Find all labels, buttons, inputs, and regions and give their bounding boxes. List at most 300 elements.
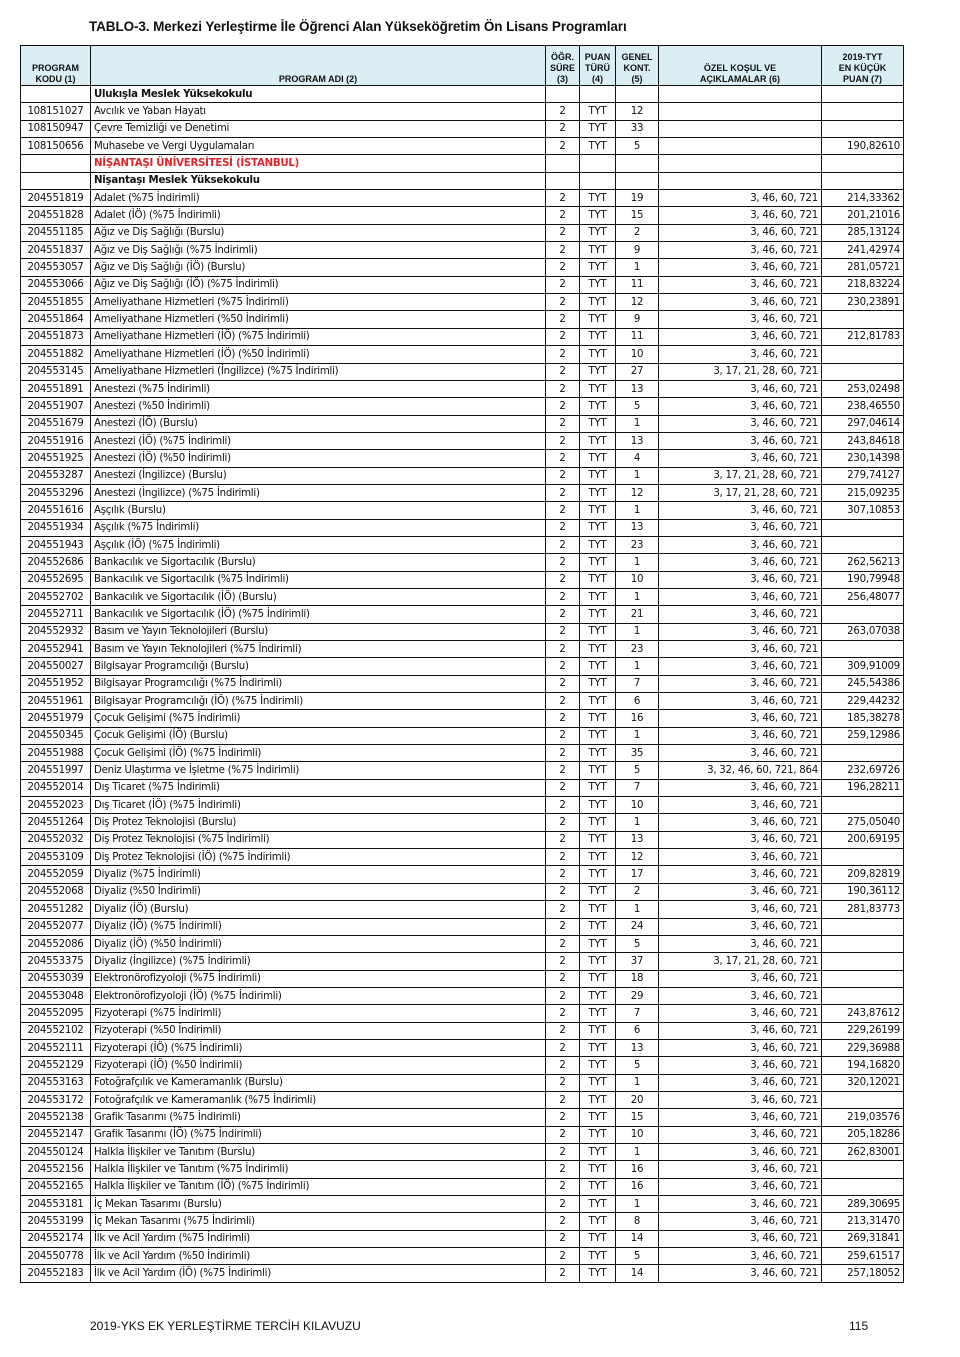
score-type-cell: TYT (580, 311, 616, 328)
program-name-cell: İç Mekan Tasarımı (%75 İndirimli) (91, 1213, 546, 1230)
quota-cell: 18 (616, 970, 659, 987)
table-row (21, 797, 904, 814)
duration-cell: 2 (546, 432, 580, 449)
min-score-cell (822, 311, 904, 328)
conditions-cell: 3, 46, 60, 721 (659, 207, 822, 224)
program-code-cell: 204551882 (21, 346, 91, 363)
min-score-cell (822, 953, 904, 970)
program-code-cell: 204552686 (21, 554, 91, 571)
program-code-cell: 204550027 (21, 658, 91, 675)
program-name-cell: Ameliyathane Hizmetleri (%50 İndirimli) (91, 311, 546, 328)
score-type-cell: TYT (580, 588, 616, 605)
score-type-cell: TYT (580, 415, 616, 432)
min-score-cell: 201,21016 (822, 207, 904, 224)
table-row (21, 779, 904, 796)
program-name-cell: Aşçılık (İÖ) (%75 İndirimli) (91, 536, 546, 553)
duration-cell: 2 (546, 1178, 580, 1195)
program-code-cell: 204553039 (21, 970, 91, 987)
duration-cell: 2 (546, 1057, 580, 1074)
header-line: PROGRAM (32, 63, 79, 73)
score-type-cell: TYT (580, 484, 616, 501)
min-score-cell: 257,18052 (822, 1265, 904, 1282)
duration-cell: 2 (546, 1022, 580, 1039)
conditions-cell: 3, 46, 60, 721 (659, 797, 822, 814)
score-type-cell: TYT (580, 693, 616, 710)
program-name-cell: Anestezi (İÖ) (%50 İndirimli) (91, 450, 546, 467)
conditions-cell: 3, 46, 60, 721 (659, 623, 822, 640)
header-line: ÖZEL KOŞUL VE (703, 63, 777, 73)
program-code-cell: 204553163 (21, 1074, 91, 1091)
min-score-cell: 232,69726 (822, 762, 904, 779)
conditions-cell: 3, 32, 46, 60, 721, 864 (659, 762, 822, 779)
table-row (21, 710, 904, 727)
conditions-cell: 3, 46, 60, 721 (659, 1230, 822, 1247)
program-code-cell: 204550124 (21, 1143, 91, 1160)
table-row (21, 814, 904, 831)
empty-cell (822, 172, 904, 189)
score-type-cell: TYT (580, 1143, 616, 1160)
quota-cell: 33 (616, 120, 659, 137)
conditions-cell: 3, 17, 21, 28, 60, 721 (659, 484, 822, 501)
conditions-cell: 3, 46, 60, 721 (659, 1248, 822, 1265)
quota-cell: 14 (616, 1265, 659, 1282)
table-row (21, 120, 904, 137)
duration-cell: 2 (546, 415, 580, 432)
score-type-cell: TYT (580, 554, 616, 571)
quota-cell: 6 (616, 1022, 659, 1039)
program-name-cell: Diyaliz (İÖ) (%50 İndirimli) (91, 935, 546, 952)
quota-cell: 1 (616, 502, 659, 519)
table-row (21, 346, 904, 363)
page-number: 115 (849, 1319, 869, 1333)
program-code-cell: 204552023 (21, 797, 91, 814)
table-row (21, 1143, 904, 1160)
min-score-cell: 185,38278 (822, 710, 904, 727)
table-row (21, 901, 904, 918)
min-score-cell: 307,10853 (822, 502, 904, 519)
duration-cell: 2 (546, 484, 580, 501)
conditions-cell: 3, 46, 60, 721 (659, 849, 822, 866)
quota-cell: 27 (616, 363, 659, 380)
score-type-cell: TYT (580, 571, 616, 588)
table-row (21, 207, 904, 224)
university-row (21, 155, 904, 172)
duration-cell: 2 (546, 363, 580, 380)
score-type-cell: TYT (580, 276, 616, 293)
program-code-cell: 204551855 (21, 294, 91, 311)
quota-cell: 13 (616, 1039, 659, 1056)
program-code-cell: 204553287 (21, 467, 91, 484)
conditions-cell: 3, 46, 60, 721 (659, 1074, 822, 1091)
duration-cell: 2 (546, 1196, 580, 1213)
duration-cell: 2 (546, 328, 580, 345)
program-name-cell: Deniz Ulaştırma ve İşletme (%75 İndirimli) (91, 762, 546, 779)
quota-cell: 1 (616, 588, 659, 605)
min-score-cell: 215,09235 (822, 484, 904, 501)
conditions-cell: 3, 46, 60, 721 (659, 883, 822, 900)
program-name-cell: Diyaliz (İngilizce) (%75 İndirimli) (91, 953, 546, 970)
quota-cell: 1 (616, 814, 659, 831)
duration-cell: 2 (546, 1230, 580, 1247)
score-type-cell: TYT (580, 779, 616, 796)
score-type-cell: TYT (580, 1230, 616, 1247)
header-line: (3) (557, 74, 568, 84)
quota-cell: 5 (616, 1057, 659, 1074)
score-type-cell: TYT (580, 814, 616, 831)
conditions-cell: 3, 46, 60, 721 (659, 641, 822, 658)
header-line: 2019-TYT (842, 52, 883, 62)
score-type-cell: TYT (580, 1022, 616, 1039)
quota-cell: 1 (616, 554, 659, 571)
quota-cell: 23 (616, 536, 659, 553)
school-name-cell: Ulukışla Meslek Yüksekokulu (91, 86, 546, 103)
program-code-cell: 204552165 (21, 1178, 91, 1195)
min-score-cell: 253,02498 (822, 380, 904, 397)
program-name-cell: Anestezi (İngilizce) (Burslu) (91, 467, 546, 484)
program-code-cell: 204552111 (21, 1039, 91, 1056)
score-type-cell: TYT (580, 1109, 616, 1126)
table-row (21, 1022, 904, 1039)
duration-cell: 2 (546, 450, 580, 467)
min-score-cell: 214,33362 (822, 190, 904, 207)
duration-cell: 2 (546, 276, 580, 293)
conditions-cell: 3, 46, 60, 721 (659, 727, 822, 744)
header-line: PUAN (7) (842, 74, 882, 84)
conditions-cell: 3, 46, 60, 721 (659, 779, 822, 796)
quota-cell: 24 (616, 918, 659, 935)
duration-cell: 2 (546, 797, 580, 814)
min-score-cell (822, 849, 904, 866)
min-score-cell: 213,31470 (822, 1213, 904, 1230)
duration-cell: 2 (546, 901, 580, 918)
quota-cell: 7 (616, 675, 659, 692)
duration-cell: 2 (546, 190, 580, 207)
conditions-cell: 3, 46, 60, 721 (659, 1143, 822, 1160)
program-code-cell: 204551988 (21, 745, 91, 762)
score-type-cell: TYT (580, 970, 616, 987)
duration-cell: 2 (546, 1161, 580, 1178)
quota-cell: 23 (616, 641, 659, 658)
program-name-cell: Anestezi (İÖ) (Burslu) (91, 415, 546, 432)
duration-cell: 2 (546, 224, 580, 241)
score-type-cell: TYT (580, 1091, 616, 1108)
empty-cell (616, 86, 659, 103)
conditions-cell: 3, 46, 60, 721 (659, 987, 822, 1004)
program-name-cell: Diş Protez Teknolojisi (İÖ) (%75 İndirimli) (91, 849, 546, 866)
score-type-cell: TYT (580, 710, 616, 727)
empty-cell (659, 86, 822, 103)
program-code-cell: 204552014 (21, 779, 91, 796)
program-name-cell: Basım ve Yayın Teknolojileri (%75 İndirimli) (91, 641, 546, 658)
program-name-cell: Dış Ticaret (%75 İndirimli) (91, 779, 546, 796)
header-ogr-sure (546, 46, 580, 86)
table-row (21, 1248, 904, 1265)
duration-cell: 2 (546, 346, 580, 363)
table-row (21, 484, 904, 501)
duration-cell: 2 (546, 814, 580, 831)
table-row (21, 328, 904, 345)
conditions-cell: 3, 46, 60, 721 (659, 519, 822, 536)
min-score-cell: 190,79948 (822, 571, 904, 588)
program-name-cell: Adalet (İÖ) (%75 İndirimli) (91, 207, 546, 224)
quota-cell: 13 (616, 432, 659, 449)
min-score-cell: 289,30695 (822, 1196, 904, 1213)
score-type-cell: TYT (580, 224, 616, 241)
score-type-cell: TYT (580, 745, 616, 762)
program-name-cell: Çevre Temizliği ve Denetimi (91, 120, 546, 137)
score-type-cell: TYT (580, 1265, 616, 1282)
header-line: AÇIKLAMALAR (6) (700, 74, 780, 84)
table-row (21, 519, 904, 536)
quota-cell: 17 (616, 866, 659, 883)
table-row (21, 987, 904, 1004)
quota-cell: 35 (616, 745, 659, 762)
table-row (21, 190, 904, 207)
min-score-cell (822, 1161, 904, 1178)
program-name-cell: Elektronörofizyoloji (%75 İndirimli) (91, 970, 546, 987)
quota-cell: 16 (616, 1178, 659, 1195)
empty-cell (546, 155, 580, 172)
empty-cell (580, 86, 616, 103)
duration-cell: 2 (546, 970, 580, 987)
program-name-cell: Fotoğrafçılık ve Kameramanlık (%75 İndirimli) (91, 1091, 546, 1108)
header-line: PROGRAM ADI (2) (278, 74, 358, 84)
quota-cell: 5 (616, 398, 659, 415)
score-type-cell: TYT (580, 502, 616, 519)
table-row (21, 571, 904, 588)
duration-cell: 2 (546, 103, 580, 120)
program-name-cell: Aşçılık (%75 İndirimli) (91, 519, 546, 536)
program-name-cell: Fizyoterapi (İÖ) (%75 İndirimli) (91, 1039, 546, 1056)
empty-cell (616, 155, 659, 172)
conditions-cell: 3, 46, 60, 721 (659, 814, 822, 831)
quota-cell: 37 (616, 953, 659, 970)
conditions-cell: 3, 46, 60, 721 (659, 1057, 822, 1074)
score-type-cell: TYT (580, 1074, 616, 1091)
quota-cell: 13 (616, 380, 659, 397)
table-row (21, 1109, 904, 1126)
score-type-cell: TYT (580, 953, 616, 970)
table-row (21, 918, 904, 935)
header-program-kodu (21, 46, 91, 86)
min-score-cell: 190,36112 (822, 883, 904, 900)
program-name-cell: Fizyoterapi (%75 İndirimli) (91, 1005, 546, 1022)
conditions-cell: 3, 46, 60, 721 (659, 831, 822, 848)
table-row (21, 745, 904, 762)
quota-cell: 4 (616, 450, 659, 467)
score-type-cell: TYT (580, 467, 616, 484)
quota-cell: 9 (616, 311, 659, 328)
duration-cell: 2 (546, 1143, 580, 1160)
quota-cell: 1 (616, 1196, 659, 1213)
duration-cell: 2 (546, 693, 580, 710)
table-header-row (21, 46, 904, 86)
duration-cell: 2 (546, 398, 580, 415)
table-row (21, 762, 904, 779)
table-row (21, 727, 904, 744)
min-score-cell (822, 120, 904, 137)
duration-cell: 2 (546, 1091, 580, 1108)
table-row (21, 380, 904, 397)
conditions-cell (659, 138, 822, 155)
score-type-cell: TYT (580, 519, 616, 536)
conditions-cell: 3, 46, 60, 721 (659, 745, 822, 762)
table-row (21, 103, 904, 120)
quota-cell: 1 (616, 1143, 659, 1160)
conditions-cell: 3, 46, 60, 721 (659, 1265, 822, 1282)
program-code-cell: 204551907 (21, 398, 91, 415)
duration-cell: 2 (546, 623, 580, 640)
conditions-cell: 3, 46, 60, 721 (659, 311, 822, 328)
duration-cell: 2 (546, 1074, 580, 1091)
university-name-cell: NİŞANTAŞI ÜNİVERSİTESİ (İSTANBUL) (91, 155, 546, 172)
program-code-cell: 204552129 (21, 1057, 91, 1074)
table-row (21, 935, 904, 952)
program-code-cell: 204552059 (21, 866, 91, 883)
conditions-cell: 3, 46, 60, 721 (659, 675, 822, 692)
empty-cell (21, 172, 91, 189)
program-name-cell: Ağız ve Diş Sağlığı (%75 İndirimli) (91, 242, 546, 259)
table-row (21, 675, 904, 692)
duration-cell: 2 (546, 883, 580, 900)
header-line: (4) (592, 74, 603, 84)
table-row (21, 467, 904, 484)
program-name-cell: Bilgisayar Programcılığı (%75 İndirimli) (91, 675, 546, 692)
min-score-cell: 230,14398 (822, 450, 904, 467)
quota-cell: 7 (616, 779, 659, 796)
conditions-cell: 3, 46, 60, 721 (659, 901, 822, 918)
program-name-cell: Grafik Tasarımı (İÖ) (%75 İndirimli) (91, 1126, 546, 1143)
duration-cell: 2 (546, 727, 580, 744)
min-score-cell: 229,36988 (822, 1039, 904, 1056)
program-name-cell: Anestezi (%75 İndirimli) (91, 380, 546, 397)
table-row (21, 294, 904, 311)
score-type-cell: TYT (580, 432, 616, 449)
quota-cell: 19 (616, 190, 659, 207)
duration-cell: 2 (546, 467, 580, 484)
conditions-cell (659, 103, 822, 120)
score-type-cell: TYT (580, 762, 616, 779)
quota-cell: 12 (616, 294, 659, 311)
conditions-cell: 3, 17, 21, 28, 60, 721 (659, 467, 822, 484)
min-score-cell: 229,44232 (822, 693, 904, 710)
min-score-cell (822, 935, 904, 952)
program-name-cell: Basım ve Yayın Teknolojileri (Burslu) (91, 623, 546, 640)
program-code-cell: 204552102 (21, 1022, 91, 1039)
program-code-cell: 204552032 (21, 831, 91, 848)
quota-cell: 1 (616, 415, 659, 432)
program-code-cell: 204551961 (21, 693, 91, 710)
score-type-cell: TYT (580, 623, 616, 640)
program-code-cell: 108150656 (21, 138, 91, 155)
program-name-cell: Muhasebe ve Vergi Uygulamaları (91, 138, 546, 155)
quota-cell: 1 (616, 1074, 659, 1091)
table-row (21, 849, 904, 866)
table-row (21, 1178, 904, 1195)
table-row (21, 866, 904, 883)
conditions-cell: 3, 46, 60, 721 (659, 658, 822, 675)
conditions-cell: 3, 46, 60, 721 (659, 502, 822, 519)
conditions-cell: 3, 46, 60, 721 (659, 606, 822, 623)
header-program-adi (91, 46, 546, 86)
program-name-cell: İlk ve Acil Yardım (%75 İndirimli) (91, 1230, 546, 1247)
conditions-cell: 3, 46, 60, 721 (659, 259, 822, 276)
table-row (21, 1091, 904, 1108)
conditions-cell: 3, 46, 60, 721 (659, 224, 822, 241)
program-code-cell: 204551916 (21, 432, 91, 449)
score-type-cell: TYT (580, 849, 616, 866)
program-code-cell: 204553109 (21, 849, 91, 866)
program-code-cell: 204552941 (21, 641, 91, 658)
quota-cell: 10 (616, 346, 659, 363)
program-code-cell: 204553057 (21, 259, 91, 276)
program-code-cell: 204551873 (21, 328, 91, 345)
score-type-cell: TYT (580, 1196, 616, 1213)
program-name-cell: Diyaliz (%50 İndirimli) (91, 883, 546, 900)
conditions-cell: 3, 46, 60, 721 (659, 588, 822, 605)
min-score-cell (822, 1178, 904, 1195)
duration-cell: 2 (546, 866, 580, 883)
quota-cell: 14 (616, 1230, 659, 1247)
empty-cell (546, 86, 580, 103)
table-row (21, 554, 904, 571)
footer-title: 2019-YKS EK YERLEŞTİRME TERCİH KILAVUZU (90, 1319, 361, 1333)
quota-cell: 12 (616, 103, 659, 120)
quota-cell: 13 (616, 519, 659, 536)
quota-cell: 5 (616, 138, 659, 155)
program-name-cell: Halkla İlişkiler ve Tanıtım (İÖ) (%75 İndirimli) (91, 1178, 546, 1195)
min-score-cell: 262,83001 (822, 1143, 904, 1160)
section-row (21, 172, 904, 189)
program-code-cell: 204551264 (21, 814, 91, 831)
score-type-cell: TYT (580, 1248, 616, 1265)
empty-cell (21, 155, 91, 172)
min-score-cell (822, 797, 904, 814)
conditions-cell: 3, 46, 60, 721 (659, 1161, 822, 1178)
conditions-cell: 3, 17, 21, 28, 60, 721 (659, 953, 822, 970)
quota-cell: 5 (616, 935, 659, 952)
score-type-cell: TYT (580, 346, 616, 363)
min-score-cell: 219,03576 (822, 1109, 904, 1126)
duration-cell: 2 (546, 745, 580, 762)
header-line: TÜRÜ (585, 63, 610, 73)
quota-cell: 1 (616, 727, 659, 744)
quota-cell: 5 (616, 1248, 659, 1265)
conditions-cell: 3, 46, 60, 721 (659, 346, 822, 363)
school-name-cell: Nişantaşı Meslek Yüksekokulu (91, 172, 546, 189)
table-row (21, 1005, 904, 1022)
empty-cell (546, 172, 580, 189)
table-row (21, 536, 904, 553)
score-type-cell: TYT (580, 536, 616, 553)
program-name-cell: Bilgisayar Programcılığı (İÖ) (%75 İndirimli) (91, 693, 546, 710)
duration-cell: 2 (546, 710, 580, 727)
program-code-cell: 108150947 (21, 120, 91, 137)
conditions-cell: 3, 46, 60, 721 (659, 242, 822, 259)
quota-cell: 13 (616, 831, 659, 848)
header-line: GENEL (621, 52, 653, 62)
min-score-cell: 262,56213 (822, 554, 904, 571)
duration-cell: 2 (546, 207, 580, 224)
program-code-cell: 204551934 (21, 519, 91, 536)
program-code-cell: 204551952 (21, 675, 91, 692)
duration-cell: 2 (546, 1248, 580, 1265)
min-score-cell (822, 641, 904, 658)
table-row (21, 1057, 904, 1074)
program-name-cell: Diş Protez Teknolojisi (%75 İndirimli) (91, 831, 546, 848)
table-row (21, 641, 904, 658)
program-code-cell: 204551828 (21, 207, 91, 224)
